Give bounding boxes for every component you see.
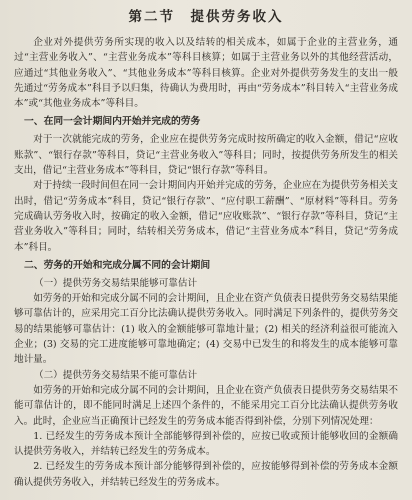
subsection-1-paragraph: 如劳务的开始和完成分属不同的会计期间，且企业在资产负债表日提供劳务交易结果能够可靠估计的，应采用完工百分比法确认提供劳务收入。同时满足下列条件的，提供劳务交易的结果能够可靠估计：(1) 收入的金额能够可靠地计量；(2) 相关的经济利益很可能流入企业；(3) 交易的完工进度能够可靠地确定；(4) 交易中已发生的和将发生的成本能够可靠地计量。 <box>14 293 398 366</box>
subsection-2-heading: （二）提供劳务交易结果不能可靠估计 <box>34 369 198 381</box>
page-title: 第二节 提供劳务收入 <box>128 9 284 25</box>
section-1-paragraph-1: 对于一次就能完成的劳务，企业应在提供劳务完成时按所确定的收入金额，借记“应收账款”、“银行存款”等科目，贷记“主营业务收入”等科目；同时，按提供劳务所发生的相关支出，借记“主营业务成本”等科目，贷记“银行存款”等科目。 <box>14 134 398 177</box>
subsection-1-heading: （一）提供劳务交易结果能够可靠估计 <box>34 277 198 289</box>
list-item-1: 1. 已经发生的劳务成本预计全部能够得到补偿的，应按已收或预计能够收回的金额确认提供劳务收入，并结转已经发生的劳务成本。 <box>14 430 398 458</box>
subsection-2-paragraph: 如劳务的开始和完成分属不同的会计期间，且企业在资产负债表日提供劳务交易结果不能可靠估计的，即不能同时满足上述四个条件的，不能采用完工百分比法确认提供劳务收入。此时，企业应当正确预计已经发生的劳务成本能否得到补偿，分别下列情况处理： <box>14 384 398 427</box>
section-1-paragraph-2: 对于持续一段时间但在同一会计期间内开始并完成的劳务，企业应在为提供劳务相关支出时，借记“劳务成本”科目，贷记“银行存款”、“应付职工薪酬”、“原材料”等科目。劳务完成确认劳务收入时，按确定的收入金额，借记“应收账款”、“银行存款”等科目，贷记“主营业务收入”等科目；同时，结转相关劳务成本，借记“主营业务成本”科目，贷记“劳务成本”科目。 <box>14 180 398 253</box>
section-1-heading: 一、在同一会计期间内开始并完成的劳务 <box>24 116 201 128</box>
list-item-2: 2. 已经发生的劳务成本预计部分能够得到补偿的，应按能够得到补偿的劳务成本金额确认提供劳务收入，并结转已经发生的劳务成本。 <box>14 461 398 488</box>
section-2-heading: 二、劳务的开始和完成分属不同的会计期间 <box>24 259 211 271</box>
intro-paragraph: 企业对外提供劳务所实现的收入以及结转的相关成本，如属于企业的主营业务，通过“主营业务收入”、“主营业务成本”等科目核算；如属于主营业务以外的其他经营活动，应通过“其他业务收入”、“其他业务成本”等科目核算。企业对外提供劳务发生的支出一般先通过“劳务成本”科目予以归集，待确认为费用时，再由“劳务成本”科目转入“主营业务成本”或“其他业务成本”等科目。 <box>14 37 398 110</box>
